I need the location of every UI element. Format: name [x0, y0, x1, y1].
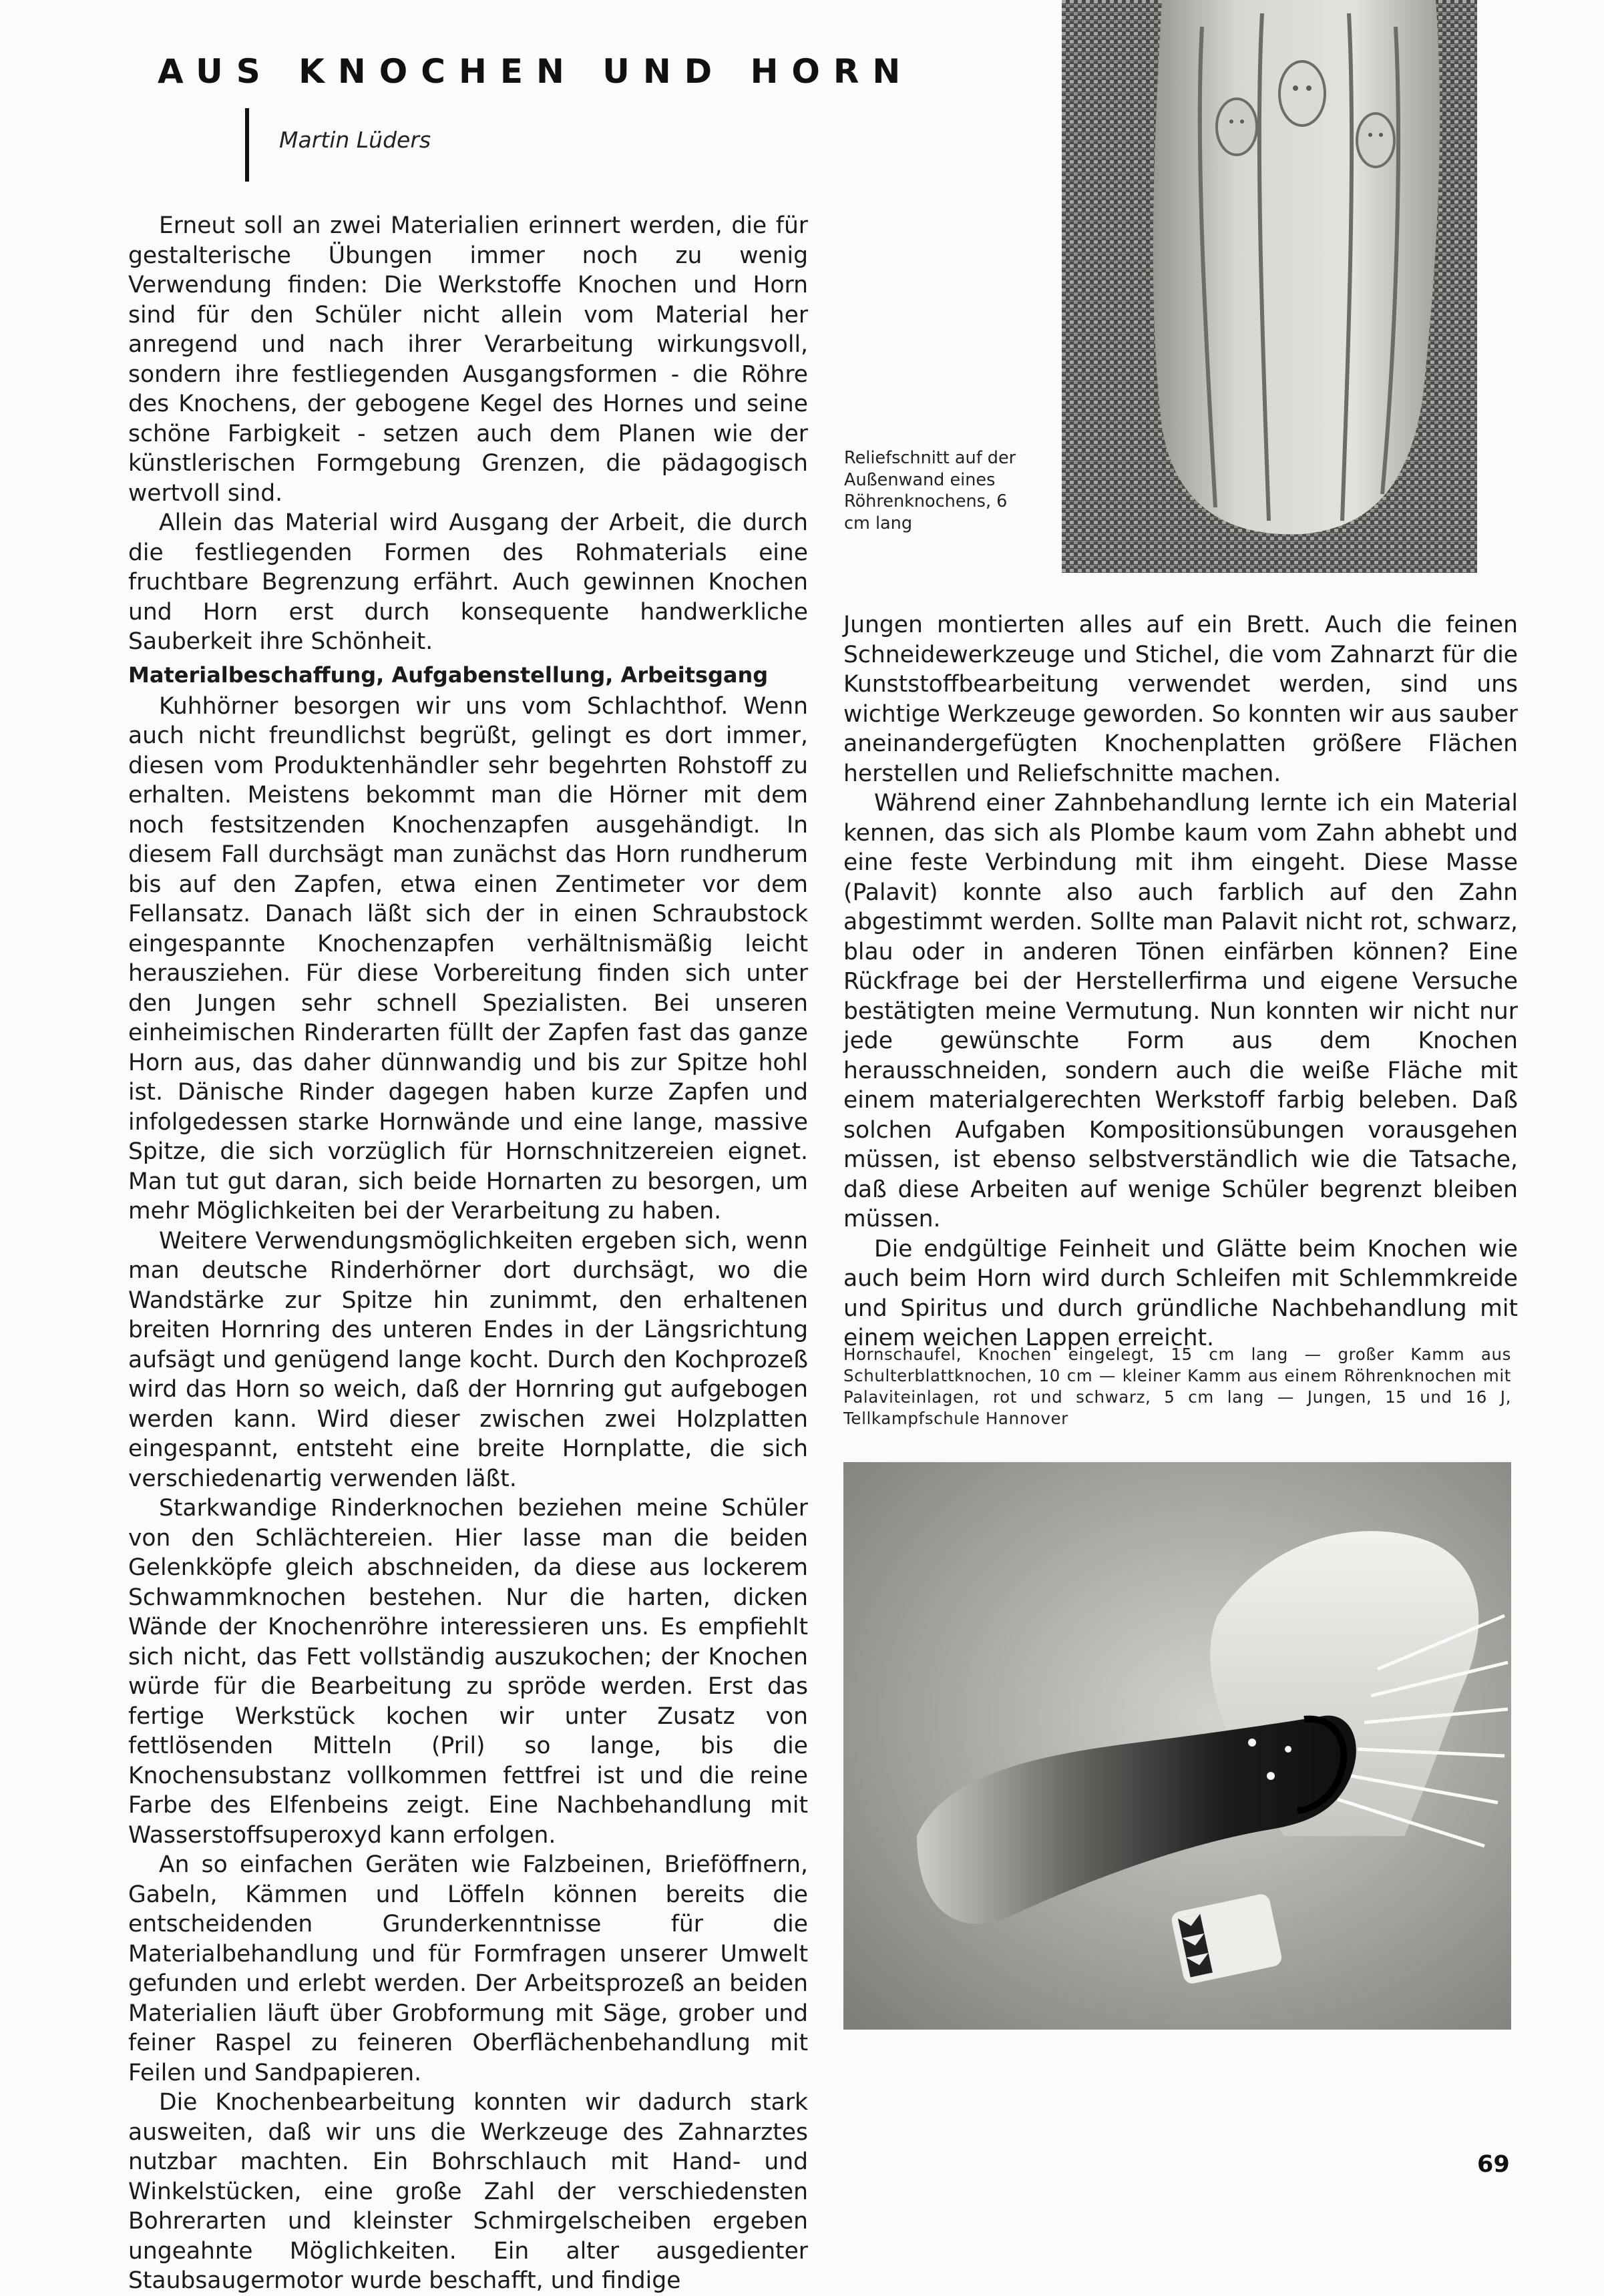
page-number: 69 [1477, 2151, 1510, 2178]
section-heading: Materialbeschaffung, Aufgabenstellung, Arbeitsgang [128, 662, 769, 688]
paragraph: Starkwandige Rinderknochen beziehen meine Schüler von den Schlächtereien. Hier lasse man die beiden Gelenkköpfe gleich abschneiden, da diese aus lockerem Schwammknochen bestehen. Nur die harten, dicken Wände der Knochenröhre interessieren uns. Es empfiehlt sich nicht, das Fett vollständig auszukochen; der Knochen würde für die Bearbeitung zu spröde werden. Erst das fertige Werkstück kochen wir unter Zusatz von fettlösenden Mitteln (Pril) so lange, bis die Knochensubstanz vollkommen fettfrei ist und die reine Farbe des Elfenbeins zeigt. Eine Nachbehandlung mit Wasserstoffsuperoxyd kann erfolgen. [128, 1495, 808, 1849]
left-column [128, 211, 808, 2296]
relief-photo [1062, 0, 1477, 573]
photo-caption-relief: Reliefschnitt auf der Außenwand eines Röhrenknochens, 6 cm lang [844, 448, 1016, 533]
paragraph: Weitere Verwendungsmöglichkeiten ergeben sich, wenn man deutsche Rinderhörner dort durchsägt, wo die Wandstärke zur Spitze hin zunimmt, den erhaltenen breiten Hornring des unteren Endes in der Längsrichtung aufsägt und genügend lange kocht. Durch den Kochprozeß wird das Horn so weich, daß der Hornring gut aufgebogen werden kann. Wird dieser zwischen zwei Holzplatten eingespannt, entsteht eine breite Hornplatte, die sich verschiedenartig verwenden läßt. [128, 1227, 808, 1492]
horn-photo [843, 1462, 1511, 2030]
author-name: Martin Lüders [279, 127, 431, 153]
right-column [843, 610, 1518, 1353]
paragraph: Erneut soll an zwei Materialien erinnert werden, die für gestalterische Übungen immer noch zu wenig Verwendung finden: Die Werkstoffe Knochen und Horn sind für den Schüler nicht allein vom Material her anregend und nach ihrer Verarbeitung wirkungsvoll, sondern ihre festliegenden Ausgangsformen - die Röhre des Knochens, der gebogene Kegel des Hornes und seine schöne Farbigkeit - setzen auch dem Planen wie der künstlerischen Formgebung Grenzen, die pädagogisch wertvoll sind. [128, 212, 808, 507]
photo-caption-horn: Hornschaufel, Knochen eingelegt, 15 cm lang — großer Kamm aus Schulterblattknochen, 10 cm — kleiner Kamm aus einem Röhrenknochen mit Palaviteinlagen, rot und schwarz, 5 cm lang — Jungen, 15 und 16 J, Tellkampfschule Hannover [843, 1345, 1511, 1428]
paragraph: Die Knochenbearbeitung konnten wir dadurch stark ausweiten, daß wir uns die Werkzeuge des Zahnarztes nutzbar machten. Ein Bohrschlauch mit Hand- und Winkelstücken, eine große Zahl der verschiedensten Bohrerarten und kleinster Schmirgelscheiben ergeben ungeahnte Möglichkeiten. Ein alter ausgedienter Staubsaugermotor wurde beschafft, und findige [128, 2089, 808, 2294]
paragraph: Allein das Material wird Ausgang der Arbeit, die durch die festliegenden Formen des Rohmaterials eine fruchtbare Begrenzung erfährt. Auch gewinnen Knochen und Horn erst durch konsequente handwerkliche Sauberkeit ihre Schönheit. [128, 509, 808, 655]
paragraph: Jungen montierten alles auf ein Brett. Auch die feinen Schneidewerkzeuge und Stichel, die vom Zahnarzt für die Kunststoffbearbeitung verwendet werden, sind uns wichtige Werkzeuge geworden. So konnten wir aus sauber aneinandergefügten Knochenplatten größere Flächen herstellen und Reliefschnitte machen. [843, 612, 1518, 787]
paragraph: Die endgültige Feinheit und Glätte beim Knochen wie auch beim Horn wird durch Schleifen mit Schlemmkreide und Spiritus und durch gründliche Nachbehandlung mit einem weichen Lappen erreicht. [843, 1235, 1518, 1351]
article-title: AUS KNOCHEN UND HORN [158, 52, 914, 91]
paragraph: Während einer Zahnbehandlung lernte ich ein Material kennen, das sich als Plombe kaum vom Zahn abhebt und eine feste Verbindung mit ihm eingeht. Diese Masse (Palavit) konnte also auch farblich auf den Zahn abgestimmt werden. Sollte man Palavit nicht rot, schwarz, blau oder in anderen Tönen einfärben können? Eine Rückfrage bei der Herstellerfirma und eigene Versuche bestätigten meine Vermutung. Nun konnten wir nicht nur jede gewünschte Form aus dem Knochen herausschneiden, sondern auch die weiße Fläche mit einem materialgerechten Werkstoff farbig beleben. Daß solchen Aufgaben Kompositionsübungen vorausgehen müssen, ist ebenso selbstverständlich wie die Tatsache, daß diese Arbeiten auf wenige Schüler begrenzt bleiben müssen. [843, 790, 1518, 1232]
paragraph: Kuhhörner besorgen wir uns vom Schlachthof. Wenn auch nicht freundlichst begrüßt, gelingt es dort immer, diesen vom Produktenhändler sehr begehrten Rohstoff zu erhalten. Meistens bekommt man die Hörner mit dem noch festsitzenden Knochenzapfen ausgehändigt. In diesem Fall durchsägt man zunächst das Horn rundherum bis auf den Zapfen, etwa einen Zentimeter vor dem Fellansatz. Danach läßt sich der in einen Schraubstock eingespannte Knochenzapfen verhältnismäßig leicht herausziehen. Für diese Vorbereitung finden sich unter den Jungen sehr schnell Spezialisten. Bei unseren einheimischen Rinderarten füllt der Zapfen fast das ganze Horn aus, das daher dünnwandig und bis zur Spitze hohl ist. Dänische Rinder dagegen haben kurze Zapfen und infolgedessen starke Hornwände und eine lange, massive Spitze, die sich vorzüglich für Hornschnitzereien eignet. Man tut gut daran, sich beide Hornarten zu besorgen, um mehr Möglichkeiten bei der Verarbeitung zu haben. [128, 692, 808, 1224]
author-rule [245, 108, 249, 182]
paragraph: An so einfachen Geräten wie Falzbeinen, Brieföffnern, Gabeln, Kämmen und Löffeln können bereits die entscheidenden Grunderkenntnisse für die Materialbehandlung und für Formfragen unserer Umwelt gefunden und erlebt werden. Der Arbeitsprozeß an beiden Materialien läuft über Grobformung mit Säge, grober und feiner Raspel zu feineren Oberflächenbehandlung mit Feilen und Sandpapieren. [128, 1851, 808, 2086]
